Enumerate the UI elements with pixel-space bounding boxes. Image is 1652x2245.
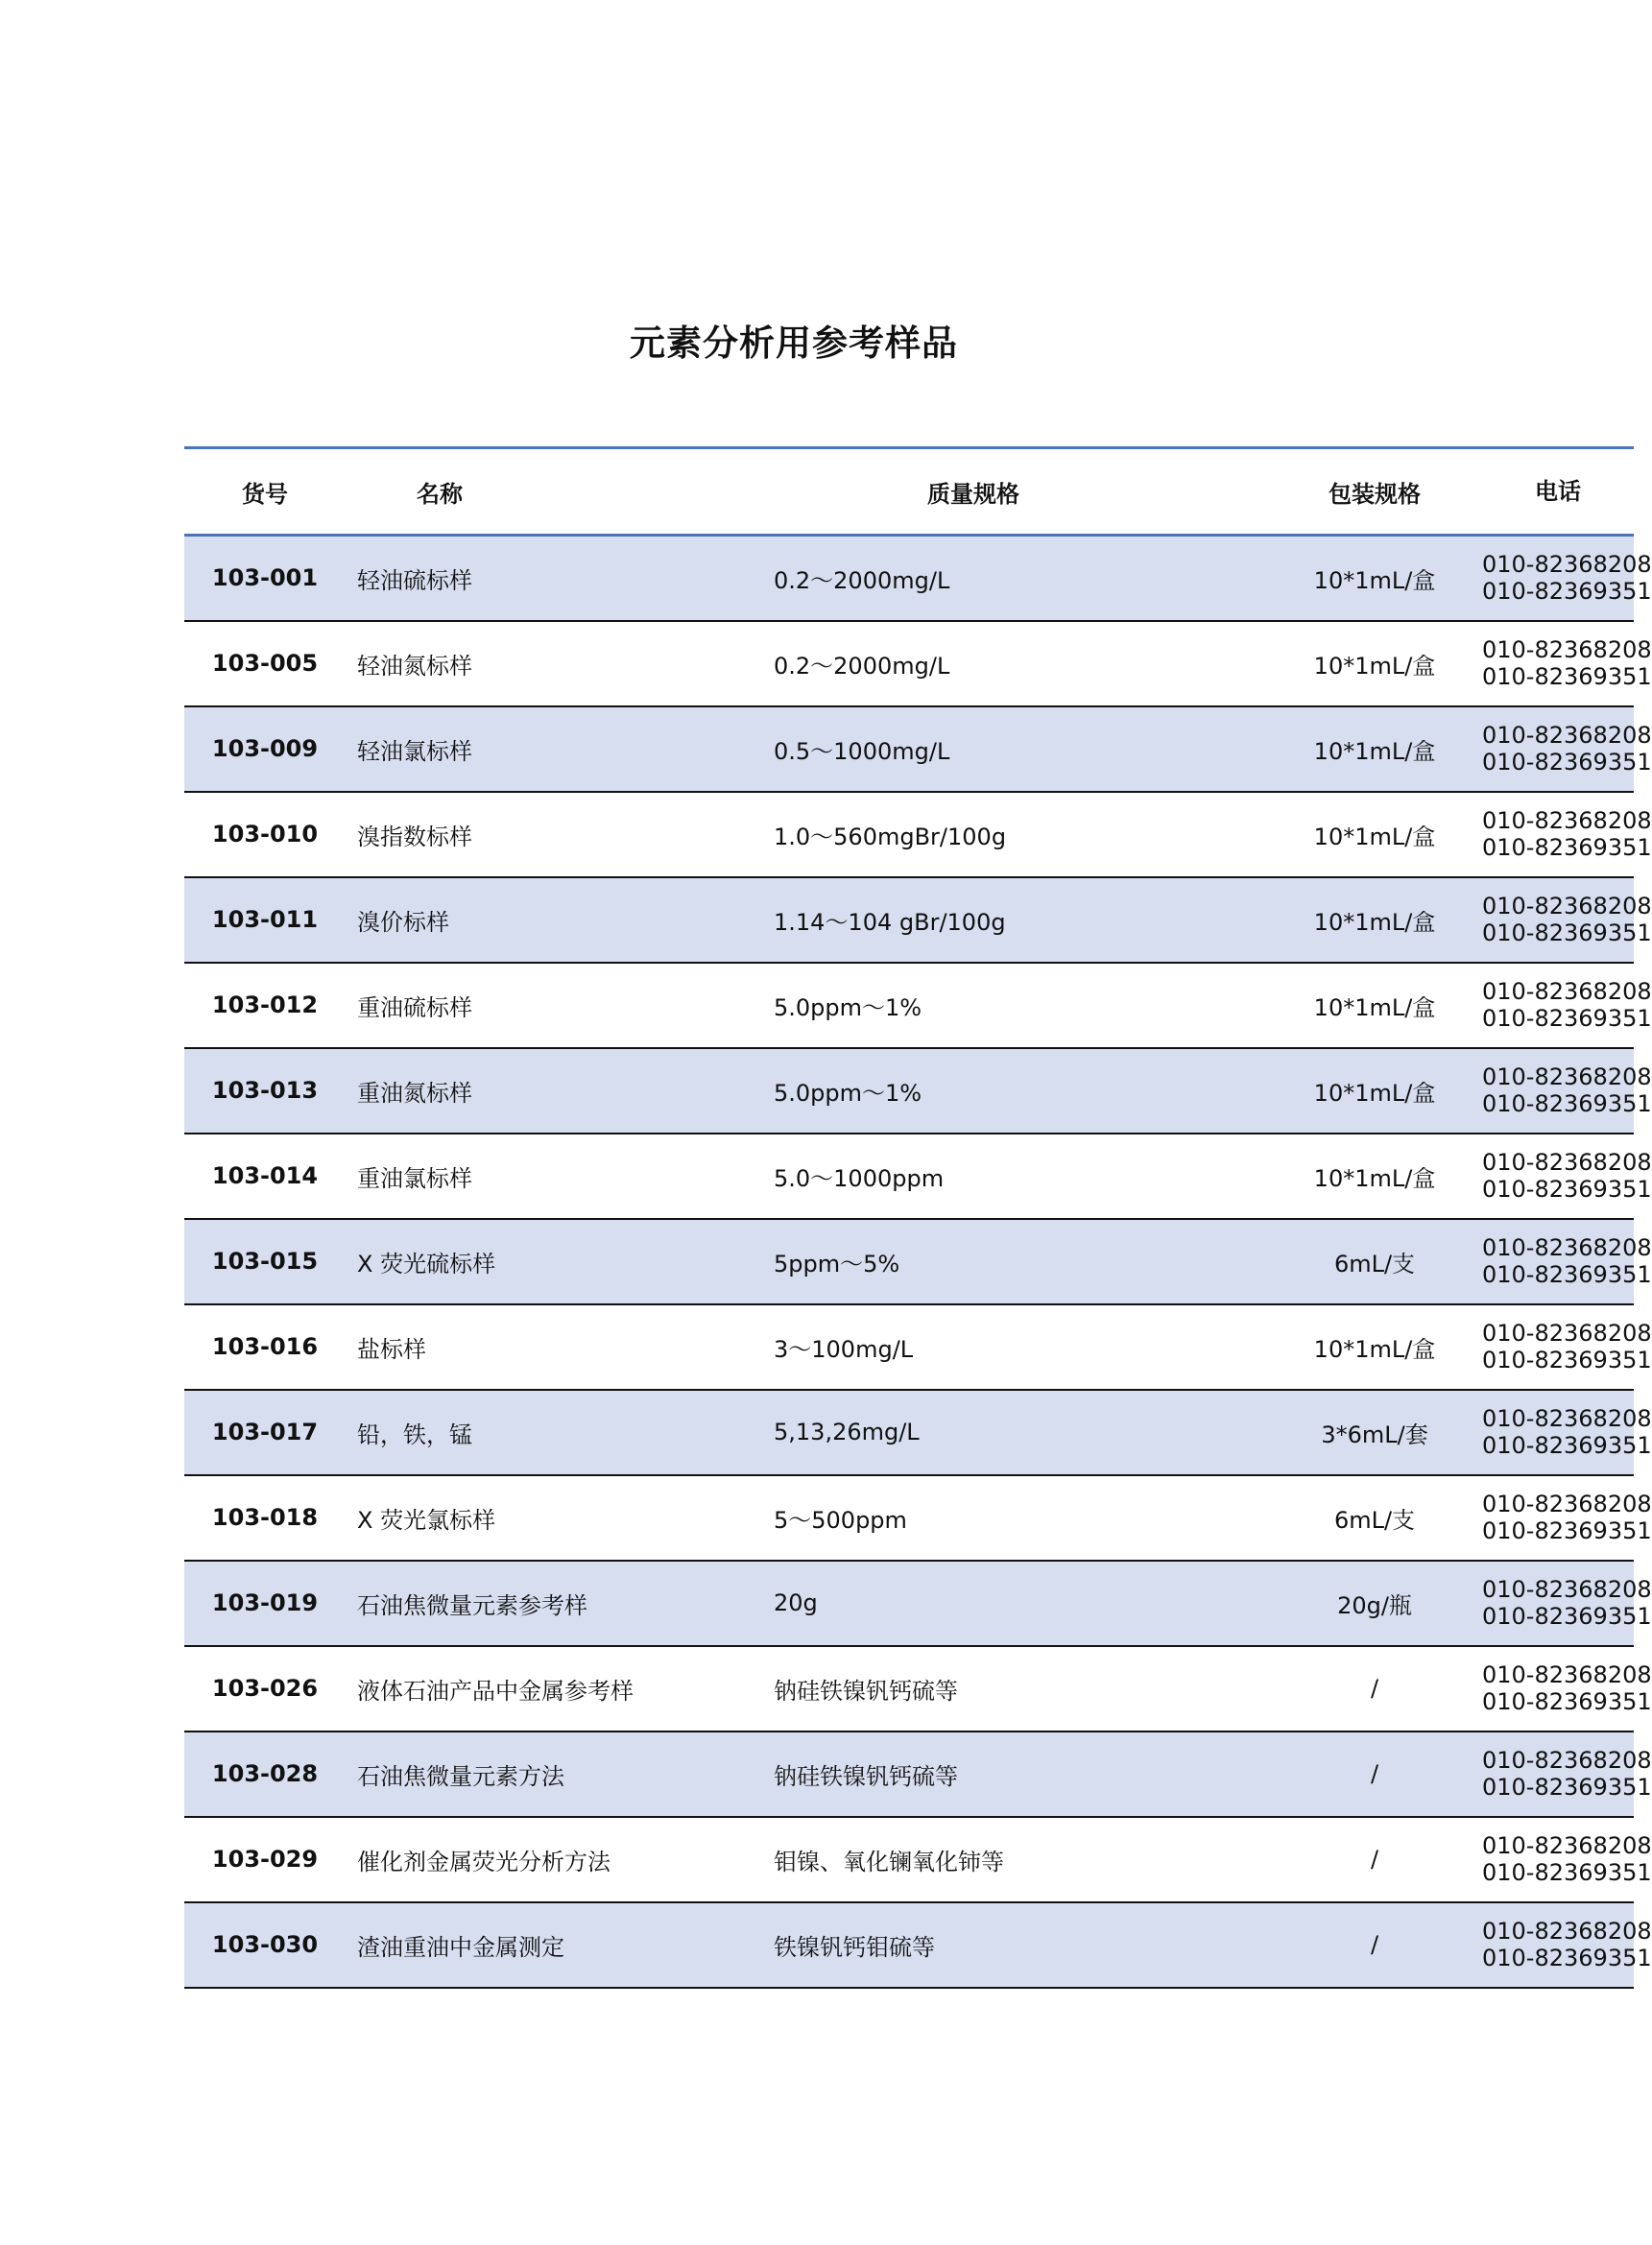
cell-spec: 5,13,26mg/L bbox=[774, 1390, 1267, 1475]
table-row bbox=[184, 1134, 1634, 1219]
cell-phone bbox=[1482, 706, 1652, 792]
phone-number: 010-82368208 bbox=[1482, 1918, 1652, 1945]
phone-number: 010-82368208 bbox=[1482, 1576, 1652, 1603]
cell-code: 103-005 bbox=[184, 621, 346, 706]
phone-number: 010-82368208 bbox=[1482, 1320, 1652, 1347]
phone-number: 010-82369351 bbox=[1482, 1005, 1652, 1032]
cell-code: 103-029 bbox=[184, 1817, 346, 1902]
cell-name: 重油氮标样 bbox=[346, 1048, 774, 1134]
table-row bbox=[184, 1219, 1634, 1304]
phone-number: 010-82369351 bbox=[1482, 1774, 1652, 1801]
phone-number: 010-82368208 bbox=[1482, 1149, 1652, 1176]
phone-number: 010-82369351 bbox=[1482, 1347, 1652, 1373]
cell-code: 103-013 bbox=[184, 1048, 346, 1134]
cell-pack: 3*6mL/套 bbox=[1267, 1390, 1482, 1475]
cell-pack: 10*1mL/盒 bbox=[1267, 1134, 1482, 1219]
cell-code: 103-017 bbox=[184, 1390, 346, 1475]
cell-pack: 20g/瓶 bbox=[1267, 1561, 1482, 1646]
phone-number: 010-82369351 bbox=[1482, 1517, 1652, 1544]
cell-pack: / bbox=[1267, 1817, 1482, 1902]
cell-code: 103-001 bbox=[184, 536, 346, 621]
cell-pack: 10*1mL/盒 bbox=[1267, 877, 1482, 963]
cell-code: 103-026 bbox=[184, 1646, 346, 1732]
phone-number: 010-82369351 bbox=[1482, 1859, 1652, 1886]
cell-pack: 10*1mL/盒 bbox=[1267, 963, 1482, 1048]
cell-name: 盐标样 bbox=[346, 1304, 774, 1390]
phone-number: 010-82368208 bbox=[1482, 1405, 1652, 1432]
phone-number: 010-82368208 bbox=[1482, 722, 1652, 749]
header-code: 货号 bbox=[184, 448, 346, 536]
cell-phone bbox=[1482, 1219, 1652, 1304]
cell-code: 103-030 bbox=[184, 1902, 346, 1988]
cell-phone bbox=[1482, 1134, 1652, 1219]
cell-spec: 铁镍钒钙钼硫等 bbox=[774, 1902, 1267, 1988]
table-row bbox=[184, 1304, 1634, 1390]
phone-number: 010-82368208 bbox=[1482, 1491, 1652, 1517]
cell-phone bbox=[1482, 1732, 1652, 1817]
cell-spec: 5～500ppm bbox=[774, 1475, 1267, 1561]
table-row bbox=[184, 536, 1634, 621]
cell-phone bbox=[1482, 1561, 1652, 1646]
page-title: 元素分析用参考样品 bbox=[630, 322, 958, 364]
cell-name: 渣油重油中金属测定 bbox=[346, 1902, 774, 1988]
phone-number: 010-82369351 bbox=[1482, 578, 1652, 606]
cell-spec: 3～100mg/L bbox=[774, 1304, 1267, 1390]
table-row bbox=[184, 1646, 1634, 1732]
cell-spec: 钠硅铁镍钒钙硫等 bbox=[774, 1646, 1267, 1732]
cell-code: 103-012 bbox=[184, 963, 346, 1048]
cell-phone bbox=[1482, 1646, 1652, 1732]
cell-pack: 10*1mL/盒 bbox=[1267, 536, 1482, 621]
table-row bbox=[184, 1732, 1634, 1817]
phone-number: 010-82368208 bbox=[1482, 1234, 1652, 1261]
table-body bbox=[184, 536, 1652, 1988]
cell-spec: 5.0ppm～1% bbox=[774, 963, 1267, 1048]
header-phone: 电话 bbox=[1482, 448, 1634, 536]
cell-phone bbox=[1482, 1390, 1652, 1475]
cell-phone bbox=[1482, 536, 1652, 621]
cell-spec: 钼镍、氧化镧氧化铈等 bbox=[774, 1817, 1267, 1902]
cell-spec: 20g bbox=[774, 1561, 1267, 1646]
cell-phone bbox=[1482, 621, 1652, 706]
table-row bbox=[184, 621, 1634, 706]
phone-number: 010-82369351 bbox=[1482, 919, 1652, 946]
cell-code: 103-011 bbox=[184, 877, 346, 963]
cell-phone bbox=[1482, 1304, 1652, 1390]
header-spec: 质量规格 bbox=[774, 448, 1267, 536]
phone-number: 010-82368208 bbox=[1482, 551, 1652, 579]
phone-number: 010-82369351 bbox=[1482, 749, 1652, 776]
phone-number: 010-82369351 bbox=[1482, 1261, 1652, 1288]
phone-number: 010-82369351 bbox=[1482, 1176, 1652, 1203]
phone-number: 010-82369351 bbox=[1482, 1688, 1652, 1715]
cell-phone bbox=[1482, 963, 1652, 1048]
phone-number: 010-82369351 bbox=[1482, 1603, 1652, 1630]
cell-pack: 10*1mL/盒 bbox=[1267, 792, 1482, 877]
cell-phone bbox=[1482, 1902, 1652, 1988]
table-row bbox=[184, 1902, 1634, 1988]
table-row bbox=[184, 877, 1634, 963]
cell-name: 溴价标样 bbox=[346, 877, 774, 963]
cell-phone bbox=[1482, 1048, 1652, 1134]
phone-number: 010-82368208 bbox=[1482, 978, 1652, 1005]
cell-name: 轻油氮标样 bbox=[346, 621, 774, 706]
cell-code: 103-014 bbox=[184, 1134, 346, 1219]
phone-number: 010-82369351 bbox=[1482, 1432, 1652, 1459]
cell-name: X 荧光氯标样 bbox=[346, 1475, 774, 1561]
cell-pack: 10*1mL/盒 bbox=[1267, 706, 1482, 792]
table-row bbox=[184, 1475, 1634, 1561]
table-header bbox=[184, 448, 1634, 536]
table-row bbox=[184, 963, 1634, 1048]
cell-name: 催化剂金属荧光分析方法 bbox=[346, 1817, 774, 1902]
cell-pack: / bbox=[1267, 1732, 1482, 1817]
cell-name: 石油焦微量元素方法 bbox=[346, 1732, 774, 1817]
cell-spec: 5ppm～5% bbox=[774, 1219, 1267, 1304]
cell-code: 103-009 bbox=[184, 706, 346, 792]
cell-spec: 5.0ppm～1% bbox=[774, 1048, 1267, 1134]
phone-number: 010-82369351 bbox=[1482, 1090, 1652, 1117]
cell-spec: 0.2～2000mg/L bbox=[774, 621, 1267, 706]
cell-name: X 荧光硫标样 bbox=[346, 1219, 774, 1304]
cell-spec: 5.0～1000ppm bbox=[774, 1134, 1267, 1219]
cell-code: 103-028 bbox=[184, 1732, 346, 1817]
cell-name: 重油硫标样 bbox=[346, 963, 774, 1048]
header-name: 名称 bbox=[346, 448, 774, 536]
cell-spec: 0.2～2000mg/L bbox=[774, 536, 1267, 621]
header-pack: 包装规格 bbox=[1267, 448, 1482, 536]
cell-pack: 10*1mL/盒 bbox=[1267, 621, 1482, 706]
cell-code: 103-016 bbox=[184, 1304, 346, 1390]
cell-pack: 6mL/支 bbox=[1267, 1475, 1482, 1561]
table-row bbox=[184, 1817, 1634, 1902]
cell-name: 铅，铁，锰 bbox=[346, 1390, 774, 1475]
product-table bbox=[184, 446, 1652, 1989]
cell-spec: 1.0～560mgBr/100g bbox=[774, 792, 1267, 877]
cell-name: 轻油硫标样 bbox=[346, 536, 774, 621]
cell-name: 重油氯标样 bbox=[346, 1134, 774, 1219]
header-row bbox=[184, 448, 1634, 536]
phone-number: 010-82368208 bbox=[1482, 1063, 1652, 1090]
cell-code: 103-010 bbox=[184, 792, 346, 877]
table-row bbox=[184, 1390, 1634, 1475]
phone-number: 010-82368208 bbox=[1482, 807, 1652, 834]
cell-name: 石油焦微量元素参考样 bbox=[346, 1561, 774, 1646]
phone-number: 010-82369351 bbox=[1482, 1945, 1652, 1971]
cell-phone bbox=[1482, 792, 1652, 877]
phone-number: 010-82369351 bbox=[1482, 834, 1652, 861]
cell-pack: / bbox=[1267, 1646, 1482, 1732]
phone-number: 010-82368208 bbox=[1482, 1661, 1652, 1688]
cell-code: 103-015 bbox=[184, 1219, 346, 1304]
cell-spec: 1.14～104 gBr/100g bbox=[774, 877, 1267, 963]
cell-spec: 0.5～1000mg/L bbox=[774, 706, 1267, 792]
cell-phone bbox=[1482, 877, 1652, 963]
table-row bbox=[184, 792, 1634, 877]
cell-pack: / bbox=[1267, 1902, 1482, 1988]
phone-number: 010-82368208 bbox=[1482, 1747, 1652, 1774]
cell-pack: 10*1mL/盒 bbox=[1267, 1304, 1482, 1390]
phone-number: 010-82368208 bbox=[1482, 1832, 1652, 1859]
table-row bbox=[184, 1561, 1634, 1646]
phone-number: 010-82368208 bbox=[1482, 636, 1652, 663]
cell-code: 103-018 bbox=[184, 1475, 346, 1561]
cell-spec: 钠硅铁镍钒钙硫等 bbox=[774, 1732, 1267, 1817]
cell-phone bbox=[1482, 1817, 1652, 1902]
phone-number: 010-82368208 bbox=[1482, 893, 1652, 919]
table-row bbox=[184, 1048, 1634, 1134]
table-row bbox=[184, 706, 1634, 792]
cell-pack: 10*1mL/盒 bbox=[1267, 1048, 1482, 1134]
cell-name: 溴指数标样 bbox=[346, 792, 774, 877]
phone-number: 010-82369351 bbox=[1482, 663, 1652, 690]
cell-code: 103-019 bbox=[184, 1561, 346, 1646]
cell-pack: 6mL/支 bbox=[1267, 1219, 1482, 1304]
cell-name: 轻油氯标样 bbox=[346, 706, 774, 792]
cell-phone bbox=[1482, 1475, 1652, 1561]
cell-name: 液体石油产品中金属参考样 bbox=[346, 1646, 774, 1732]
